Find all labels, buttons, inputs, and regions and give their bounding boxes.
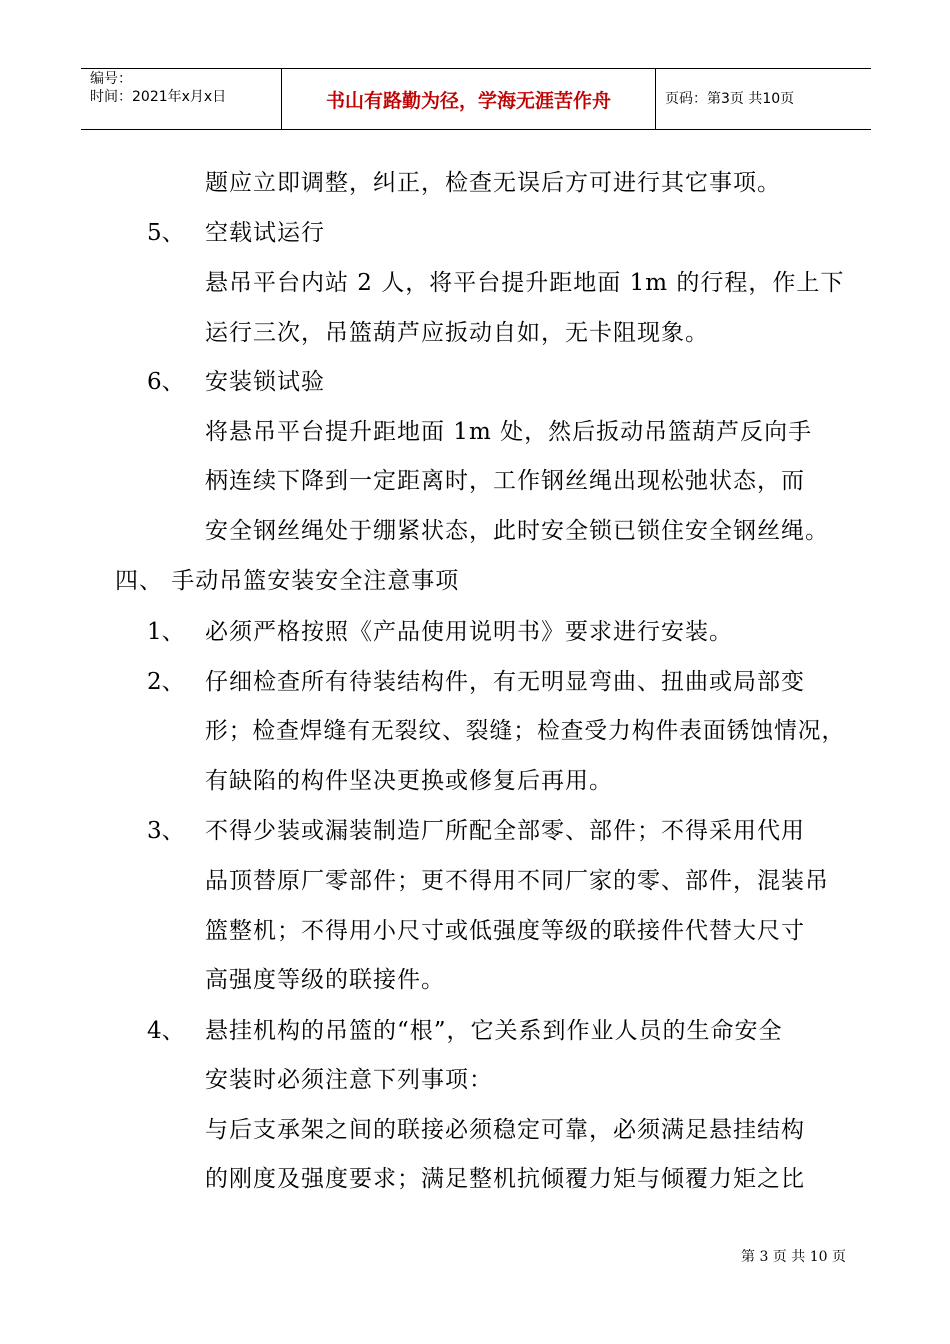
paragraph-line: 题应立即调整，纠正，检查无误后方可进行其它事项。 (205, 170, 781, 196)
paragraph-line: 柄连续下降到一定距离时，工作钢丝绳出现松弛状态，而 (205, 468, 805, 494)
paragraph-line: 形；检查焊缝有无裂纹、裂缝；检查受力构件表面锈蚀情况， (205, 718, 846, 744)
document-time-label: 时间：2021年x月x日 (90, 89, 227, 105)
paragraph-line: 不得少装或漏装制造厂所配全部零、部件；不得采用代用 (205, 818, 805, 844)
paragraph-line: 篮整机；不得用小尺寸或低强度等级的联接件代替大尺寸 (205, 918, 805, 944)
paragraph-line: 运行三次，吊篮葫芦应扳动自如，无卡阻现象。 (205, 320, 709, 346)
section-heading: 四、 手动吊篮安装安全注意事项 (115, 568, 460, 594)
paragraph-line: 仔细检查所有待装结构件，有无明显弯曲、扭曲或局部变 (205, 669, 805, 695)
list-item-heading: 空载试运行 (205, 220, 325, 246)
header-page-number: 页码：第3页 共10页 (665, 91, 795, 107)
list-number: 5、 (147, 220, 185, 246)
paragraph-line: 有缺陷的构件坚决更换或修复后再用。 (205, 768, 613, 794)
paragraph-line: 高强度等级的联接件。 (205, 967, 445, 993)
paragraph-line: 安装时必须注意下列事项： (205, 1067, 493, 1093)
paragraph-line: 品顶替原厂零部件；更不得用不同厂家的零、部件，混装吊 (205, 868, 829, 894)
paragraph-line: 与后支承架之间的联接必须稳定可靠，必须满足悬挂结构 (205, 1117, 805, 1143)
list-number: 1、 (147, 619, 185, 645)
paragraph-line: 将悬吊平台提升距地面 1m 处，然后扳动吊篮葫芦反向手 (205, 419, 813, 445)
list-number: 6、 (147, 369, 185, 395)
paragraph-line: 悬吊平台内站 2 人，将平台提升距地面 1m 的行程，作上下 (205, 270, 845, 296)
list-number: 4、 (147, 1018, 185, 1044)
paragraph-line: 的刚度及强度要求；满足整机抗倾覆力矩与倾覆力矩之比 (205, 1166, 805, 1192)
list-number: 2、 (147, 669, 185, 695)
paragraph-line: 悬挂机构的吊篮的“根”，它关系到作业人员的生命安全 (205, 1018, 783, 1044)
motto-text: 书山有路勤为径，学海无涯苦作舟 (325, 90, 611, 112)
paragraph-line: 必须严格按照《产品使用说明书》要求进行安装。 (205, 619, 733, 645)
paragraph-line: 安全钢丝绳处于绷紧状态，此时安全锁已锁住安全钢丝绳。 (205, 518, 829, 544)
list-number: 3、 (147, 818, 185, 844)
document-number-label: 编号： (90, 71, 132, 87)
list-item-heading: 安装锁试验 (205, 369, 325, 395)
footer-page-number: 第 3 页 共 10 页 (741, 1249, 846, 1265)
